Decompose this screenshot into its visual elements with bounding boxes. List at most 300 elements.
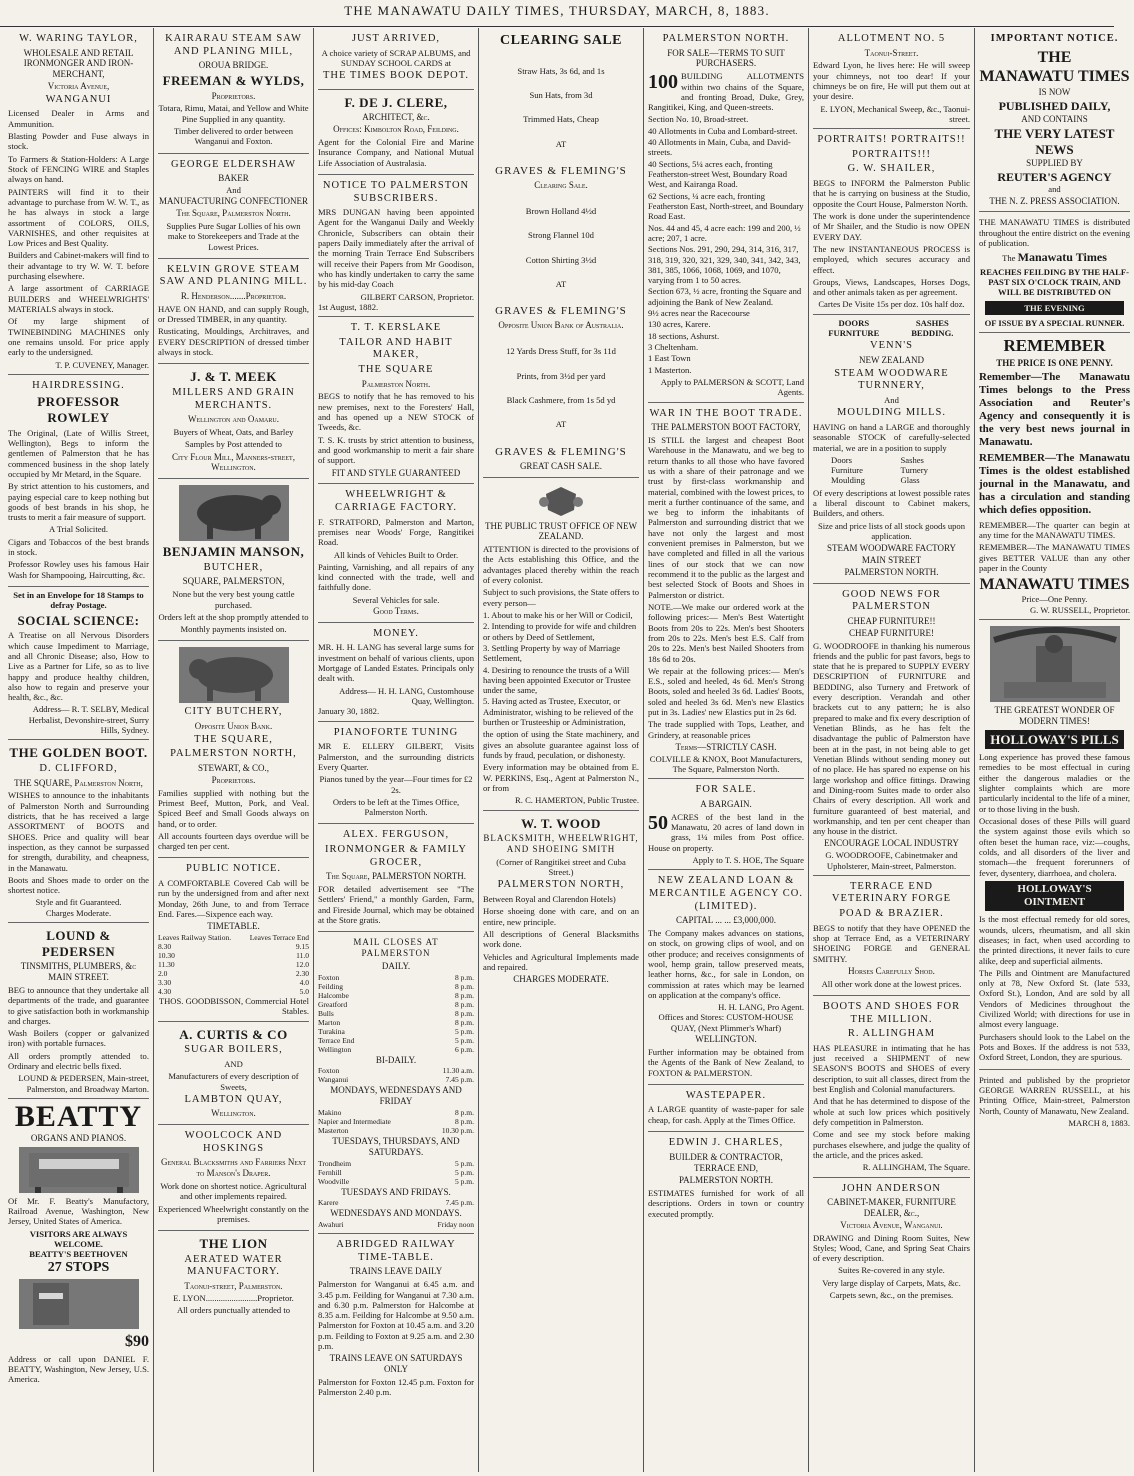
- ad-name: GRAVES & FLEMING'S: [495, 445, 627, 458]
- ad-text: Cartes De Visite 15s per doz. 10s half doz.: [818, 299, 965, 310]
- list-item: 5. Having acted as Trustee, Executor, or Administrator, wishing to be relieved of the burthen or Trusteeship or Administration,: [483, 696, 634, 728]
- ad-town: PALMERSTON NORTH,: [170, 748, 297, 760]
- venn-items: [813, 455, 970, 486]
- ad-title: PIANOFORTE TUNING: [333, 726, 459, 738]
- table-row: [318, 991, 474, 1000]
- ad-title: PALMERSTON NORTH.: [662, 33, 790, 44]
- ad-subtitle: POAD & BRAZIER.: [839, 908, 944, 920]
- ad-title: WASTEPAPER.: [685, 1089, 767, 1101]
- ad-signature: E. LYON, Mechanical Sweep, &c., Taonui-street.: [820, 103, 970, 124]
- ad-railway: [318, 1234, 474, 1403]
- ad-prop: R. Henderson.......Proprietor.: [180, 291, 287, 302]
- ad-text: NOTE.—We make our ordered work at the following prices:— Men's Best Watertight Boots from 20s to 22s. Men's best Shooters from 20s to 22s. Men's best E.S. Calf from 20s to 22s. Men's best Nailed Shooters from 18s 6d to 20s.: [648, 601, 804, 664]
- table-cell-right: 10.30 p.m.: [441, 1126, 474, 1136]
- ad-subtitle: OROUA BRIDGE.: [198, 60, 269, 71]
- ad-title: FOR SALE.: [695, 784, 757, 796]
- ad-venn: [813, 315, 970, 584]
- ad-remember: [979, 333, 1130, 620]
- table-row: [318, 1159, 474, 1168]
- ad-title: PORTRAITS! PORTRAITS!!: [817, 134, 966, 146]
- ad-text: Professor Rowley uses his famous Hair Wash for Shampooing, Haircutting, &c.: [8, 559, 149, 580]
- ad-clearing-sale: [483, 28, 639, 478]
- masthead: THE MANAWATU DAILY TIMES, THURSDAY, MARCH, 8, 1883.: [0, 0, 1114, 27]
- ad-title: THE LION: [199, 1236, 268, 1252]
- ad-name: GRAVES & FLEMING'S: [495, 305, 627, 318]
- ad-address: LAMBTON QUAY,: [184, 1093, 283, 1105]
- mail-rows: [318, 973, 474, 1054]
- ad-text: THE N. Z. PRESS ASSOCIATION.: [989, 195, 1120, 206]
- ad-text: Builders and Cabinet-makers will find to their advantage to try W. W. T. before purchasing elsewhere.: [8, 250, 149, 282]
- table-cell-right: 8 p.m.: [455, 1117, 474, 1127]
- ad-date: January 30, 1882.: [318, 706, 380, 717]
- ad-paper: Manawatu Times: [1017, 250, 1107, 265]
- ad-signature: G. W. RUSSELL, Proprietor.: [1029, 604, 1130, 615]
- ad-important-notice: [979, 28, 1130, 212]
- ad-text: F. STRATFORD, Palmerston and Marton, premises near Woods' Forge, Rangitikei Road.: [318, 516, 474, 548]
- ad-charles: [648, 1132, 804, 1225]
- ad-text: THE MANAWATU TIMES is distributed throughout the entire district on the evening of publication.: [979, 217, 1130, 249]
- column-5: [644, 28, 809, 1472]
- table-cell-left: 3.30: [158, 978, 172, 988]
- timetable-rows: [158, 942, 309, 996]
- ad-subtitle: MANUFACTURING CONFECTIONER: [158, 196, 309, 207]
- ad-text: The Pills and Ointment are Manufactured only at 78, New Oxford St. (late 533, Oxford St.), London, And are sold by all Vendors of Medicines throughout the Civilized World; with directions for use in almost every language.: [979, 967, 1130, 1030]
- ad-subtitle: MILLERS AND GRAIN MERCHANTS.: [172, 387, 295, 411]
- mail-wm: WEDNESDAYS AND MONDAYS.: [330, 1208, 462, 1219]
- ad-text: REUTER'S AGENCY: [997, 169, 1112, 184]
- ad-text: REMEMBER—The Manawatu Times is the oldest established journal in the Manawatu, and has a circulation and standing which defies opposition.: [979, 451, 1130, 517]
- ad-text: The trade supplied with Tops, Leather, and Grindery, at reasonable prices: [648, 719, 804, 740]
- table-row: [318, 1168, 474, 1177]
- ad-text: Palmerston for Foxton 12.45 p.m. Foxton for Palmerston 2.40 p.m.: [318, 1377, 474, 1398]
- ad-subtitle: SUGAR BOILERS,: [184, 1044, 283, 1056]
- table-cell-right: 5 p.m.: [455, 1176, 474, 1186]
- ad-text: Size and price lists of all stock goods upon application.: [817, 520, 966, 542]
- ad-text: Charges Moderate.: [45, 907, 112, 918]
- table-cell-left: Bulls: [318, 1008, 334, 1018]
- ad-name: R. ALLINGHAM: [847, 1028, 936, 1040]
- ad-title: VENN'S: [870, 340, 913, 352]
- column-1: [4, 28, 154, 1472]
- ad-kelvin-grove: [158, 259, 309, 365]
- ad-subtitle: TRAINS LEAVE ON SATURDAYS ONLY: [329, 1353, 463, 1375]
- ad-title: BENJAMIN MANSON,: [162, 544, 305, 560]
- table-cell-right: 7.45 p.m.: [445, 1198, 474, 1208]
- ad-text: Of Mr. F. Beatty's Manufactory, Railroad Avenue, Washington, New Jersey, United States of America.: [8, 1195, 149, 1227]
- ad-paper: MANAWATU TIMES: [979, 67, 1130, 85]
- ad-text: The: [1002, 253, 1016, 264]
- ad-boot-trade: [648, 403, 804, 780]
- ad-text: Manufacturers of every description of Sweets,: [168, 1071, 299, 1092]
- ad-text: Pianos tuned by the year—Four times for £2 2s.: [319, 774, 473, 795]
- imprint: [979, 1070, 1130, 1133]
- ad-text: Painting, Varnishing, and all repairs of any kind connected with the trade, well and faithfully done.: [318, 561, 474, 593]
- ad-subtitle: BLACKSMITH, WHEELWRIGHT, AND SHOEING SMITH: [483, 833, 639, 854]
- ad-holloway: [979, 620, 1130, 1070]
- ad-text: Further information may be obtained from the Agents of the Bank of New Zealand, to FOXTON & PALMERSTON.: [648, 1046, 804, 1078]
- ad-address: STEAM WOODWARE FACTORY: [826, 543, 956, 554]
- ad-text: Very large display of Carpets, Mats, &c.: [822, 1277, 961, 1288]
- ad-subtitle: CABINET-MAKER, FURNITURE DEALER, &c.,: [827, 1197, 956, 1218]
- list-item: 4. Desiring to renounce the trusts of a Will having been appointed Executor or Trustee under the same,: [483, 664, 631, 696]
- ad-kerslake: [318, 317, 474, 484]
- ad-text: Address or call upon DANIEL F. BEATTY, Washington, New Jersey, U.S. America.: [8, 1353, 149, 1385]
- ad-text: Wash Boilers (copper or galvanized iron) with portable furnaces.: [8, 1028, 149, 1049]
- ad-text: Between Royal and Clarendon Hotels): [483, 894, 616, 904]
- ad-text: To Farmers & Station-Holders: A Large Stock of FENCING WIRE and Staples always on hand.: [8, 153, 149, 185]
- mail-bidaily: BI-DAILY.: [375, 1054, 417, 1065]
- ad-anderson: [813, 1178, 970, 1307]
- ad-text: And: [884, 395, 899, 405]
- ad-text: Rusticating, Mouldings, Architraves, and EVERY DESCRIPTION of dressed timber always in stock.: [158, 326, 309, 358]
- ad-address: Offices: Kimbolton Road, Feilding.: [333, 124, 459, 135]
- ad-text: Every information may be obtained from E. W. PERKINS, Esq., Agent at Palmerston N., or from: [483, 762, 639, 793]
- ad-text: ESTIMATES furnished for work of all descriptions. Orders in town or country executed promptly.: [648, 1188, 804, 1219]
- ad-golden-boot: [8, 740, 149, 923]
- list-item: 18 sections, Ashurst.: [648, 330, 720, 341]
- ad-wheelwright: [318, 484, 474, 622]
- venn-item: Glass: [900, 475, 920, 486]
- sale-item: Brown Holland 4½d: [525, 206, 597, 217]
- ad-address: THE SQUARE,: [194, 733, 273, 745]
- ad-signature: R. C. HAMERTON, Public Trustee.: [515, 795, 639, 806]
- table-cell-right: 11.30 a.m.: [442, 1066, 474, 1076]
- table-cell-right: 8 p.m.: [455, 981, 474, 991]
- ad-text: Samples by Post attended to: [185, 439, 282, 450]
- ad-signature: G. WOODROOFE, Cabinetmaker and Upholsterer, Main-street, Palmerston.: [825, 850, 958, 871]
- ad-address: SQUARE, PALMERSTON,: [182, 576, 285, 587]
- table-cell-left: Fernhill: [318, 1167, 342, 1177]
- ad-text: Horse shoeing done with care, and on an entire, new principle.: [483, 906, 639, 927]
- table-cell-left: Masterton: [318, 1126, 349, 1136]
- list-item: 9½ acres near the Racecourse: [648, 308, 750, 319]
- ad-text: Totara, Rimu, Matai, and Yellow and White Pine Supplied in any quantity.: [158, 103, 309, 124]
- ad-title: KELVIN GROVE STEAM SAW AND PLANING MILL.: [159, 263, 308, 288]
- ad-subtitle: Opposite Union Bank.: [194, 721, 273, 732]
- ad-text: Vehicles and Agricultural Implements made and repaired.: [483, 951, 639, 972]
- table-cell-right: Friday noon: [437, 1220, 474, 1230]
- table-cell-left: Awahuri: [318, 1220, 344, 1230]
- venn-item: Doors: [831, 454, 853, 465]
- table-cell-right: 6 p.m.: [455, 1044, 474, 1054]
- table-row: [318, 1027, 474, 1036]
- ad-text: A large assortment of CARRIAGE BUILDERS and WHEELWRIGHTS' MATERIALS always in stock.: [8, 283, 149, 314]
- table-row: [318, 1009, 474, 1018]
- imprint-text: Printed and published by the proprietor GEORGE WARREN RUSSELL, at his Printing Office, Main-street, Palmerston North, County of Manawatu, New Zealand.: [979, 1074, 1130, 1116]
- ad-text: A COMFORTABLE Covered Cab will be run by the undersigned from and after next Monday, 26th June, to and from Terrace End. Fares.—Sixpence each way.: [158, 878, 309, 920]
- ad-text: THE: [1037, 48, 1072, 66]
- ad-text: All other work done at the lowest prices.: [821, 978, 962, 989]
- ad-text: By strict attention to his customers, and paying especial care to keep nothing but goods of best brands in his shop, he trusts to merit a fair measure of support.: [8, 481, 149, 523]
- table-row: [318, 1075, 474, 1084]
- ad-title: THE GREATEST WONDER OF MODERN TIMES!: [994, 704, 1115, 726]
- ad-text: AND CONTAINS: [1021, 114, 1088, 125]
- column-2: [154, 28, 314, 1472]
- ad-text: A LARGE quantity of waste-paper for sale cheap, for cash. Apply at the Times Office.: [648, 1104, 804, 1125]
- list-item: 130 acres, Karere.: [648, 319, 711, 330]
- ad-text: Long experience has proved these famous remedies to be most effectual in curing either the dangerous maladies or the slighter complaints which are more particularly incidental to the life of a miner, or to those living in the bush.: [979, 752, 1130, 814]
- ad-text: FOR detailed advertisement see "The Settlers' Friend," a monthly Garden, Farm, and Fireside Journal, which may be obtained at the Store gratis.: [318, 884, 474, 925]
- ad-text: None but the very best young cattle purchased.: [172, 589, 295, 610]
- ad-subtitle: AERATED WATER MANUFACTORY.: [184, 1253, 283, 1278]
- ad-text: Good Terms.: [373, 606, 419, 617]
- ad-signature: Apply to PALMERSON & SCOTT, Land Agents.: [660, 376, 804, 398]
- table-row: [318, 973, 474, 982]
- ad-title: J. & T. MEEK: [190, 369, 277, 385]
- table-row: [318, 1045, 474, 1054]
- table-row: [318, 1066, 474, 1075]
- ad-text: And that he has determined to dispose of the whole at such low prices which positively defy competition in Palmerston.: [813, 1096, 970, 1127]
- mail-tf: TUESDAYS AND FRIDAYS.: [341, 1186, 451, 1197]
- ad-text: All orders promptly attended to. Ordinary and electric bells fixed.: [8, 1050, 149, 1072]
- list-item: Section No. 10, Broad-street.: [648, 114, 749, 125]
- ad-text: BEG to announce that they undertake all departments of the trade, and guarantee to give satisfaction both in workmanship and charges.: [8, 984, 149, 1026]
- ad-text: Come and see my stock before making purchases elsewhere, and judge the quality of the article, and the prices asked.: [813, 1129, 970, 1160]
- ad-text: Of my large shipment of TWINEBINDING MACHINES only one remains unsold. For price apply early to the undersigned.: [8, 316, 149, 358]
- ad-subtitle: TRAINS LEAVE DAILY: [349, 1266, 443, 1277]
- table-cell-right: 5 p.m.: [455, 1167, 474, 1177]
- ad-text: Horses Carefully Shod.: [848, 965, 935, 976]
- table-row: [318, 1198, 474, 1207]
- sale-item: Cotton Shirting 3½d: [525, 254, 597, 265]
- ad-title: A. CURTIS & CO: [179, 1026, 288, 1042]
- ad-lound-pedersen: [8, 923, 149, 1099]
- table-cell-left: 8.30: [158, 942, 172, 952]
- table-cell-right: 5 p.m.: [455, 1026, 474, 1036]
- ad-title: EDWIN J. CHARLES,: [668, 1137, 784, 1149]
- ad-town: WANGANUI: [45, 93, 112, 105]
- ad-palmerston-north: [648, 28, 804, 403]
- table-row: [158, 942, 309, 951]
- ad-text: REMEMBER—The quarter can begin at any time for the MANAWATU TIMES.: [979, 519, 1130, 540]
- ad-text: PUBLISHED DAILY,: [998, 98, 1111, 113]
- list-item: 1 Masterton.: [648, 364, 692, 375]
- ad-town: PALMERSTON NORTH,: [497, 879, 625, 891]
- ad-text: Timber delivered to order between Wanganui and Foxton.: [173, 126, 293, 147]
- ad-text: CHARGES MODERATE.: [513, 974, 609, 985]
- sale-item: Strong Flannel 10d: [528, 230, 594, 241]
- ad-title: WOOLCOCK AND HOSKINGS: [184, 1130, 283, 1154]
- ad-subtitle: THE PALMERSTON BOOT FACTORY,: [651, 422, 801, 433]
- ad-text: Remember—The Manawatu Times belongs to the Press Association and Reuter's Agency and consequently it is the very best news journal in Manawatu.: [979, 370, 1130, 449]
- ad-title: NOTICE TO PALMERSTON SUBSCRIBERS.: [322, 179, 470, 204]
- ad-text: BEGS to notify that they have OPENED the shop at Terrace End, as a VETERINARY SHOEING FORGE and GENERAL SMITHY.: [813, 922, 970, 964]
- ad-subtitle: FOR SALE—TERMS TO SUIT PURCHASERS.: [667, 47, 785, 69]
- ad-title: TERRACE END VETERINARY FORGE: [831, 880, 952, 905]
- table-row: [158, 978, 309, 987]
- ad-text: And: [226, 185, 241, 196]
- table-row: [318, 1177, 474, 1186]
- ad-title: THE GOLDEN BOOT.: [9, 745, 148, 761]
- ad-title: W. T. WOOD: [521, 815, 601, 831]
- ad-name: FREEMAN & WYLDS,: [162, 72, 305, 88]
- ad-address: (Corner of Rangitikei street and Cuba Street.): [496, 856, 626, 878]
- ad-subtitle: CHEAP FURNITURE!: [849, 627, 934, 638]
- ad-stops: 27 STOPS: [47, 1259, 110, 1275]
- ad-title: BOOTS AND SHOES FOR THE MILLION.: [822, 1001, 961, 1025]
- list-item: 1. About to make his or her Will or Codicil,: [483, 609, 633, 620]
- table-cell-left: Karere: [318, 1198, 339, 1208]
- ad-subscribers-notice: [318, 175, 474, 317]
- ad-subtitle: CHEAP FURNITURE!!: [847, 615, 936, 626]
- ad-subtitle: TAILOR AND HABIT MAKER,: [339, 336, 453, 361]
- venn-item: Turnery: [900, 465, 928, 476]
- ad-text: Terms—STRICTLY CASH.: [675, 742, 777, 753]
- ad-text: Buyers of Wheat, Oats, and Barley: [173, 426, 294, 437]
- ad-text: Supplies Pure Sugar Lollies of his own make to Storekeepers and Trade at the Lowest Prices.: [166, 220, 301, 252]
- ad-signature: R. ALLINGHAM, The Square.: [862, 1162, 970, 1173]
- sale-item: Trimmed Hats, Cheap: [523, 114, 599, 125]
- ad-text: Edward Lyon, he lives here: He will sweep your chimneys, not too dear! If your chimneys be on fire, He will put them out at your desire.: [813, 60, 970, 102]
- ad-wastepaper: [648, 1085, 804, 1132]
- sale-item: Black Cashmere, from 1s 5d yd: [506, 394, 616, 405]
- ad-text: A Trial Solicited.: [49, 524, 108, 535]
- ad-beatty: [8, 1099, 149, 1391]
- ad-text: HAVE ON HAND, and can supply Rough, or Dressed TIMBER, in any quantity.: [158, 303, 309, 325]
- table-cell-left: Makino: [318, 1108, 342, 1118]
- table-cell-left: Woodville: [318, 1176, 350, 1186]
- table-cell-left: 11.30: [158, 960, 175, 970]
- ad-text: T. S. K. trusts by strict attention to business, and good workmanship to merit a fair share of support.: [318, 434, 474, 466]
- table-cell-left: Terrace End: [318, 1035, 355, 1045]
- ad-text: A Treatise on all Nervous Disorders which cause Impediment to Marriage, and all Chronic Disease; also, How to Live as a Partner for Life, so as to live happy and produce healthy children, also how to regain and preserve your health, &c., &c.: [8, 630, 149, 703]
- ad-text: BEGS to INFORM the Palmerston Public that he is carrying on business at the Studio, opposite the Court House, Palmerston North.: [813, 178, 970, 209]
- ad-text: Work done on shortest notice. Agricultural and other implements repaired.: [160, 1181, 307, 1202]
- ad-address: THE TIMES BOOK DEPOT.: [322, 70, 470, 82]
- ad-signature: Address— H. H. LANG, Customhouse Quay, Wellington.: [339, 685, 474, 707]
- ad-town: WELLINGTON.: [695, 1034, 757, 1045]
- table-cell-left: Feilding: [318, 981, 344, 991]
- ad-kairarau: [158, 28, 309, 154]
- ad-text: and: [1048, 184, 1061, 195]
- ad-public-notice: [158, 858, 309, 1021]
- ad-title: LOUND & PEDERSEN: [41, 928, 116, 959]
- ad-lion: [158, 1231, 309, 1321]
- ad-text: We repair at the following prices:— Men's E.S., soled and heeled, 4s 6d. Men's Strong Boots, soled and heeled 3s 6d. Ladies' Boots, soled and heeled 3s 6d. Men's new Elastics put in 3s. Ladies' new Elastics put in 2s 6d.: [648, 665, 804, 718]
- ad-at: AT: [555, 138, 567, 149]
- column-3: [314, 28, 479, 1472]
- mail-rows: [318, 1220, 474, 1229]
- ad-text: Palmerston for Wanganui at 6.45 a.m. and 3.45 p.m. Feilding for Wanganui at 7.30 a.m. and 6.30 p.m. Palmerston for Halcombe at 8.35 a.m. Feilding for Halcombe at 9.50 a.m. Palmerston for Foxton at 10.45 a.m. and 3.20 p.m. Feilding to Foxton at 9.25 a.m. and 2.30 p.m.: [318, 1279, 474, 1352]
- table-cell-left: Halcombe: [318, 990, 349, 1000]
- ad-for-sale: [648, 779, 804, 870]
- ad-text: Occasional doses of these Pills will guard the system against those evils which so often beset the human race, viz:—coughs, colds, and all disorders of the liver and stomach—the frequent forerunners of fever, dysentery, diarrhoea, and cholera.: [979, 816, 1130, 878]
- ad-text: Purchasers should look to the Label on the Pots and Boxes. If the address is not 533, Oxford Street, London, they are spurious.: [979, 1031, 1130, 1063]
- list-item: Section 673, ½ acre, fronting the Square and adjoining the Bank of New Zealand.: [648, 286, 802, 307]
- holloway-illustration: [990, 626, 1120, 702]
- ad-at: AT: [555, 278, 567, 289]
- ad-title: NEW ZEALAND LOAN & MERCANTILE AGENCY CO. (LIMITED).: [649, 875, 803, 912]
- ad-woolcock: [158, 1125, 309, 1231]
- table-cell-right: 5 p.m.: [455, 1035, 474, 1045]
- table-cell-right: 5 p.m.: [455, 1158, 474, 1168]
- ad-title: PROFESSOR ROWLEY: [37, 394, 120, 426]
- ad-title: JOHN ANDERSON: [841, 1182, 942, 1194]
- ad-money: [318, 623, 474, 722]
- ad-signature: Address— R. T. SELBY, Medical Herbalist, Devonshire-street, Surry Hills, Sydney.: [28, 704, 149, 736]
- ad-text: THE PRICE IS ONE PENNY.: [996, 357, 1113, 368]
- venn-item: Moulding: [831, 475, 865, 486]
- ad-town: PALMERSTON NORTH.: [844, 566, 939, 577]
- ad-just-arrived: [318, 28, 474, 90]
- table-cell-right: 8 p.m.: [455, 972, 474, 982]
- ad-text: MR E. ELLERY GILBERT, Visits Palmerston, and the surrounding districts Every Quarter.: [318, 741, 474, 772]
- list-item: 62 Sections, ¼ acre each, fronting Featherston East, North-street, and Boundary Road East.: [648, 190, 804, 222]
- ad-text: Is the most effectual remedy for old sores, wounds, ulcers, rheumatism, and all skin diseases; in fact, when used according to the printed directions, it never fails to cure alike, deep and superficial ailments.: [979, 914, 1130, 966]
- table-cell-right: 8 p.m.: [455, 1108, 474, 1118]
- table-cell-right: 4.0: [299, 978, 309, 988]
- table-row: [318, 1018, 474, 1027]
- table-cell-left: Wellington: [318, 1044, 352, 1054]
- list-item: 40 Sections, 5¼ acres each, fronting Featherston-street West, Boundary Road West, and Kairanga Road.: [648, 158, 788, 190]
- ad-woodroofe: [813, 584, 970, 876]
- sections-list: [648, 114, 804, 375]
- ad-town: PALMERSTON NORTH.: [679, 1175, 773, 1186]
- ad-title: GOOD NEWS FOR PALMERSTON: [842, 588, 941, 613]
- table-cell-right: 8 p.m.: [455, 990, 474, 1000]
- table-cell-left: Turakina: [318, 1026, 345, 1036]
- ad-text: REMEMBER—The MANAWATU TIMES gives BETTER VALUE than any other paper in the County: [979, 542, 1130, 573]
- ad-text: MRS DUNGAN having been appointed Agent for the Wanganui Daily and Weekly Chronicle, Subscribers can obtain their papers Daily immediately after the arrival of the morning Train Terrace End Subscribers will receive their Papers from Mr Goodison, who has kindly undertaken to carry the same by his mid-day Coach: [318, 207, 474, 290]
- ad-address: MAIN STREET: [861, 555, 922, 566]
- ad-envelope: Set in an Envelope for 18 Stamps to defray Postage.: [13, 590, 144, 611]
- table-row: [158, 987, 309, 996]
- ad-capital: CAPITAL ... ... £3,000,000.: [676, 915, 776, 926]
- ad-town: Wellington.: [211, 1108, 256, 1119]
- ad-town: Palmerston North.: [361, 378, 431, 389]
- table-cell-left: 2.0: [158, 969, 168, 979]
- table-row: [158, 960, 309, 969]
- ad-subtitle: TINSMITHS, PLUMBERS, &c MAIN STREET.: [20, 961, 137, 983]
- ad-text: Monthly payments insisted on.: [180, 624, 287, 635]
- ad-address: THE SQUARE: [358, 364, 434, 376]
- ad-text: VISITORS ARE ALWAYS WELCOME.: [29, 1228, 128, 1250]
- list-item: 2. Intending to provide for wife and children or others by Deed of Settlement,: [483, 621, 637, 642]
- ad-title: THE PUBLIC TRUST OFFICE OF NEW ZEALAND.: [485, 520, 637, 542]
- ad-text: ATTENTION is directed to the provisions of the Acts establishing this Office, and the advantages placed thereby within the reach of every colonist.: [483, 544, 639, 586]
- ad-text: MR. H. H. LANG has several large sums for investment on behalf of various clients, upon Mortgage of Landed Estates. Principals only dealt with.: [318, 642, 474, 684]
- imprint-date: MARCH 8, 1883.: [1068, 1117, 1130, 1128]
- ad-title: ALLOTMENT NO. 5: [837, 33, 946, 44]
- ad-text: HAVING on hand a LARGE and thoroughly seasonable STOCK of carefully-selected material, we are in a position to supply: [813, 421, 970, 453]
- ad-text: Experienced Wheelwright constantly on the premises.: [158, 1203, 309, 1224]
- ad-subtitle: Clearing Sale.: [534, 180, 588, 191]
- table-cell-right: 7.45 p.m.: [445, 1075, 474, 1085]
- table-cell-right: 9.15: [295, 942, 309, 952]
- timetable-header: [158, 933, 309, 942]
- ad-subtitle: GREAT CASH SALE.: [519, 460, 603, 471]
- list-item: Nos. 44 and 45, 4 acre each: 199 and 200, ½ acre; 207, 1 acre.: [648, 222, 801, 243]
- column-7: [975, 28, 1134, 1472]
- bull-illustration: [179, 647, 289, 703]
- ad-text: IS NOW: [1038, 86, 1071, 97]
- ad-big-number: 50: [648, 811, 668, 834]
- ad-allotment: [813, 28, 970, 129]
- ad-text: The new INSTANTANEOUS PROCESS is employed, which secures accuracy and effect.: [813, 243, 970, 275]
- table-cell-right: 8 p.m.: [455, 999, 474, 1009]
- ad-text: Licensed Dealer in Arms and Ammunition.: [8, 108, 149, 129]
- table-cell-left: Marton: [318, 1017, 341, 1027]
- ad-text: HAS PLEASURE in intimating that he has just received a SHIPMENT of new SEASON'S BOOTS and SHOES of every description, to suit all classes, direct from the best English and Colonial manufacturers.: [813, 1042, 970, 1095]
- list-item: Sections Nos. 291, 290, 294, 314, 316, 317, 318, 319, 320, 321, 329, 340, 341, 342, 343, 381, 385, 1066, 1068, 1069, and 1070, varying from 1 to 50 acres.: [648, 244, 801, 286]
- table-row: [318, 1117, 474, 1126]
- ad-terrace-end-forge: [813, 876, 970, 996]
- ad-text: ACRES of the best land in the Manawatu, 20 acres of land down in grass, 1¼ miles from Post office. House on property.: [648, 811, 804, 853]
- ad-text: ENCOURAGE LOCAL INDUSTRY: [824, 838, 959, 849]
- column-4: [479, 28, 644, 1472]
- ad-subtitle: ORGANS AND PIANOS.: [30, 1133, 127, 1144]
- ad-eldershaw: [158, 154, 309, 259]
